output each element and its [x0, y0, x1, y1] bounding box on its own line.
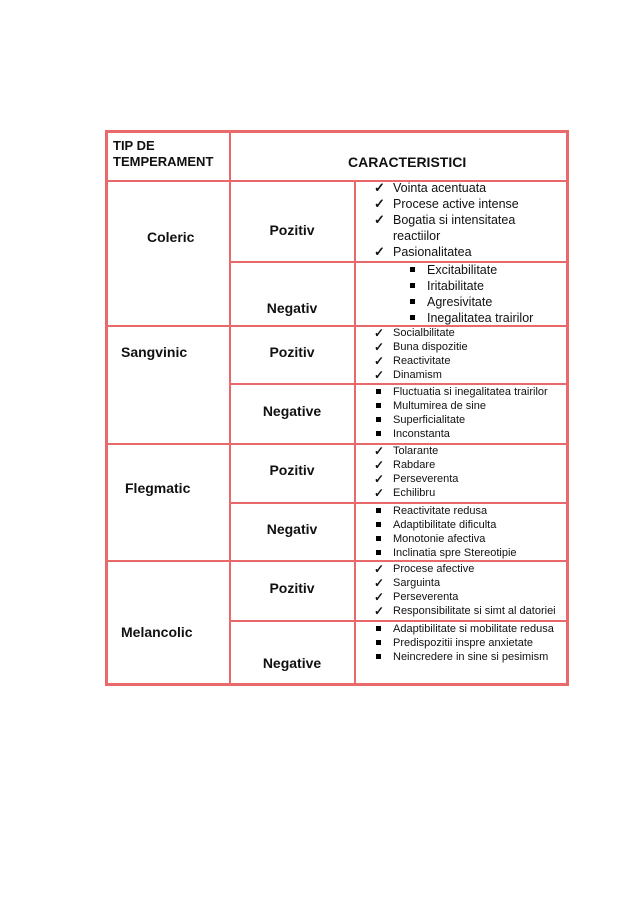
- list-item: [374, 532, 517, 546]
- list-item-text: Superficialitate: [393, 414, 466, 426]
- list-item-text: Dinamism: [393, 369, 442, 381]
- list-item: [374, 590, 556, 604]
- checkmark-icon: ✓: [374, 180, 385, 195]
- checkmark-icon: ✓: [374, 326, 385, 340]
- checkmark-icon: ✓: [374, 244, 385, 259]
- square-bullet-icon: [376, 403, 381, 408]
- row-divider: [108, 443, 566, 445]
- list-item-text: Reactivitate: [393, 355, 451, 367]
- square-bullet-icon: [376, 389, 381, 394]
- list-item-text: Sarguinta: [393, 577, 441, 589]
- checkmark-icon: ✓: [374, 576, 385, 590]
- type-melancolic: Melancolic: [121, 624, 193, 640]
- characteristics-list: [374, 180, 519, 260]
- square-bullet-icon: [376, 626, 381, 631]
- list-item-text: Predispozitii inspre anxietate: [393, 637, 534, 649]
- list-item: [374, 622, 554, 636]
- list-item: [374, 458, 458, 472]
- sub-label-positive: Pozitiv: [269, 222, 315, 238]
- list-item-text: Adaptibilitate dificulta: [393, 519, 497, 531]
- list-item: [374, 486, 458, 500]
- temperament-table: [105, 130, 569, 686]
- list-item-text: Socialbilitate: [393, 327, 455, 339]
- list-item: [374, 228, 519, 244]
- list-item: [374, 368, 468, 382]
- characteristics-list: [374, 622, 554, 664]
- square-bullet-icon: [410, 283, 415, 288]
- square-bullet-icon: [376, 417, 381, 422]
- list-item-text: Procese afective: [393, 563, 475, 575]
- list-item: [374, 413, 548, 427]
- sub-label-negative: Negative: [262, 655, 322, 671]
- characteristics-list: [374, 562, 556, 618]
- list-item-text: reactiilor: [393, 229, 441, 243]
- characteristics-list: [374, 326, 468, 382]
- column-divider: [229, 133, 231, 683]
- checkmark-icon: ✓: [374, 604, 385, 618]
- list-item: [374, 504, 517, 518]
- sub-label-negative: Negative: [262, 403, 322, 419]
- list-item: [374, 244, 519, 260]
- list-item: [374, 472, 458, 486]
- list-item-text: Perseverenta: [393, 473, 459, 485]
- list-item: [408, 262, 533, 278]
- checkmark-icon: ✓: [374, 590, 385, 604]
- column-divider: [354, 180, 356, 683]
- characteristics-list: [408, 262, 533, 326]
- list-item: [408, 278, 533, 294]
- list-item-text: Reactivitate redusa: [393, 505, 488, 517]
- sub-label-positive: Pozitiv: [269, 580, 315, 596]
- square-bullet-icon: [376, 654, 381, 659]
- list-item: [374, 354, 468, 368]
- list-item: [374, 546, 517, 560]
- list-item-text: Inconstanta: [393, 428, 450, 440]
- header-characteristics-label: CARACTERISTICI: [348, 154, 467, 170]
- list-item-text: Rabdare: [393, 459, 436, 471]
- square-bullet-icon: [376, 550, 381, 555]
- checkmark-icon: ✓: [374, 368, 385, 382]
- list-item-text: Agresivitate: [427, 295, 493, 309]
- list-item-text: Pasionalitatea: [393, 245, 472, 259]
- list-item: [374, 444, 458, 458]
- type-sangvinic: Sangvinic: [121, 344, 188, 360]
- type-flegmatic: Flegmatic: [125, 480, 191, 496]
- square-bullet-icon: [376, 536, 381, 541]
- list-item: [374, 427, 548, 441]
- square-bullet-icon: [376, 640, 381, 645]
- list-item: [408, 310, 533, 326]
- checkmark-icon: ✓: [374, 354, 385, 368]
- list-item-text: Buna dispozitie: [393, 341, 468, 353]
- list-item: [408, 294, 533, 310]
- list-item-text: Adaptibilitate si mobilitate redusa: [393, 623, 554, 635]
- list-item: [374, 326, 468, 340]
- list-item-text: Bogatia si intensitatea: [393, 213, 516, 227]
- checkmark-icon: ✓: [374, 458, 385, 472]
- checkmark-icon: ✓: [374, 562, 385, 576]
- header-type-label: TIP DE TEMPERAMENT: [113, 138, 214, 169]
- checkmark-icon: ✓: [374, 444, 385, 458]
- checkmark-icon: ✓: [374, 196, 385, 211]
- list-item: [374, 636, 554, 650]
- square-bullet-icon: [376, 508, 381, 513]
- characteristics-list: [374, 504, 517, 560]
- list-item-text: Multumirea de sine: [393, 400, 486, 412]
- checkmark-icon: ✓: [374, 486, 385, 500]
- characteristics-list: [374, 385, 548, 441]
- list-item: [374, 650, 554, 664]
- list-item-text: Inegalitatea trairilor: [427, 311, 534, 325]
- checkmark-icon: ✓: [374, 212, 385, 227]
- sub-label-positive: Pozitiv: [269, 462, 315, 478]
- list-item: [374, 212, 519, 228]
- characteristics-list: [374, 444, 458, 500]
- list-item: [374, 576, 556, 590]
- list-item-text: Monotonie afectiva: [393, 533, 486, 545]
- sub-label-positive: Pozitiv: [269, 344, 315, 360]
- square-bullet-icon: [410, 315, 415, 320]
- list-item-text: Excitabilitate: [427, 263, 498, 277]
- list-item-text: Fluctuatia si inegalitatea trairilor: [393, 386, 548, 398]
- list-item: [374, 562, 556, 576]
- list-item-text: Vointa acentuata: [393, 181, 487, 195]
- list-item-text: Echilibru: [393, 487, 436, 499]
- square-bullet-icon: [376, 522, 381, 527]
- list-item-text: Responsibilitate si simt al datoriei: [393, 605, 556, 617]
- square-bullet-icon: [410, 267, 415, 272]
- list-item: [374, 385, 548, 399]
- sub-label-negative: Negativ: [266, 300, 318, 316]
- list-item: [374, 340, 468, 354]
- list-item: [374, 196, 519, 212]
- list-item-text: Tolarante: [393, 445, 439, 457]
- list-item: [374, 604, 556, 618]
- list-item-text: Iritabilitate: [427, 279, 484, 293]
- square-bullet-icon: [376, 431, 381, 436]
- list-item-text: Neincredere in sine si pesimism: [393, 651, 549, 663]
- checkmark-icon: ✓: [374, 340, 385, 354]
- list-item: [374, 399, 548, 413]
- list-item-text: Procese active intense: [393, 197, 519, 211]
- type-coleric: Coleric: [147, 229, 195, 245]
- list-item-text: Perseverenta: [393, 591, 459, 603]
- list-item: [374, 518, 517, 532]
- sub-label-negative: Negativ: [266, 521, 318, 537]
- square-bullet-icon: [410, 299, 415, 304]
- checkmark-icon: ✓: [374, 472, 385, 486]
- list-item-text: Inclinatia spre Stereotipie: [393, 547, 517, 559]
- list-item: [374, 180, 519, 196]
